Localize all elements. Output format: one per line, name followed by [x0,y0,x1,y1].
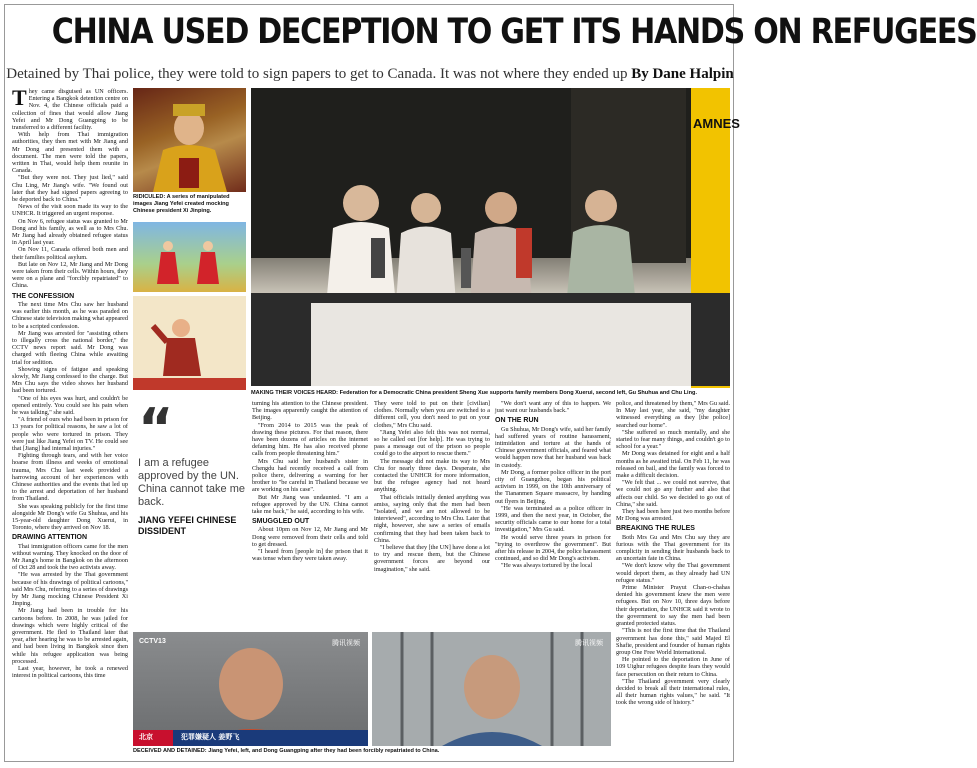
propaganda-poster-image [133,296,246,390]
paragraph: Mr Jiang had been in trouble for his cartoons before. In 2008, he was jailed for drawings which were highly critical of the government. He fled to Thailand later that year, after hearing he was to be arrested again, and had been living in Bangkok since then while his refugee application was being processed. [12,607,128,665]
paragraph: "The Thailand government very clearly decided to break all their international rules, all their human rights values," he said. "It took the wrong side of history." [616,677,730,707]
paragraph: "One of his eyes was hurt, and couldn't be opened entirely. You could see his pain when he was talking," she said. [12,394,128,416]
press-conference-illustration [251,88,730,386]
paragraph: "But they were not. They just lied," said Chu Ling, Mr Jiang's wife. "We found out later that they had signed papers agreeing to be deported back to China." [12,174,128,204]
paragraph: On Nov 6, refugee status was granted to Mr Dong and his family, as well as to Mrs Chu. Mr Jiang had already obtained refugee status in April last year. [12,217,128,247]
paragraph: "We felt that ... we could not survive, that we could not go any further and also that affects our child. So we decided to go out of China," she said. [616,479,730,508]
paragraph: "He was arrested by the Thai government because of his drawings of political cartoons," said Mrs Chu, referring to a series of drawings by Mr Jiang mocking Chinese President Xi Jinping. [12,571,128,608]
paragraph: Thai immigration officers came for the men without warning. They knocked on the door of Mr Jiang's home in Bangkok on the afternoon of Oct 28 and took the two activists away. [12,542,128,572]
paragraph: Mrs Chu said her husband's sister in Chengdu had recently received a call from police there, delivering a warning for her brother to "be careful in Thailand because we are working on his case". [252,457,368,494]
cartoon-field-image [133,222,246,292]
subhead-drawing-attention: DRAWING ATTENTION [12,534,88,542]
paragraph: He pointed to the deportation in June of 109 Uighur refugees despite fears they would face persecution on their return to China. [616,656,730,678]
paragraph: He would serve three years in prison for "trying to overthrow the government". But after his release in 2004, the police harassment continued, and so did Mr Dong's activism. [495,533,611,563]
column-1 [12,85,128,753]
paragraph: Gu Shuhua, Mr Dong's wife, said her family had suffered years of routine harassment, intimidation and torture at the hands of Chinese government officials, and feared what would happen now that her husband was back in custody. [495,425,611,469]
cctv-logo: CCTV13 [139,638,166,645]
paragraph: Mr Jiang was arrested for "assisting others to illegally cross the national border," the CCTV news report said. Mr Dong was charged with fleeing China while awaiting trial for sedition. [12,329,128,366]
pull-quote-attribution: JIANG YEFEI CHINESE DISSIDENT [138,515,237,536]
banner-text: AMNES [693,116,740,131]
press-conference-photo [251,88,740,386]
subhead-breaking-the-rules: BREAKING THE RULES [616,525,695,533]
paragraph: hey came disguised as UN officers. Entering a Bangkok detention centre on Nov. 4, the Chinese officials paid a collection of fines that would allow Jiang Yefei and Mr Dong Guangping to be transferred to a different facility. [12,88,128,132]
tencent-video-logo: 腾讯视频 [332,639,360,647]
subhead-smuggled-out: SMUGGLED OUT [252,518,310,526]
dong-portrait-illustration [372,632,611,746]
paragraph: News of the visit soon made its way to the UNHCR. It triggered an urgent response. [12,203,128,218]
paragraph: The next time Mrs Chu saw her husband was earlier this month, as he was paraded on Chinese state television making what appeared to be a scripted confession. [12,300,128,330]
jiang-portrait-illustration [133,632,368,746]
paragraph: Last year, however, he took a renewed interest in political cartoons, this time [12,665,128,680]
paragraph: "A friend of ours who had been in prison for 13 years for political reasons, he saw a lot of people who were tortured in prison. They were just like Jiang Yefei on TV. He could see that [Jiang] had internal injuries." [12,416,128,452]
paragraph: "We don't know why the Thai government would deport them, as they already had UN refugee status." [616,562,730,584]
dancers-illustration [133,222,246,292]
paragraph: "He was always tortured by the local [501,562,593,570]
paragraph: About 10pm on Nov 12, Mr Jiang and Mr Dong were removed from their cells and told to get dressed. [252,526,368,548]
drop-cap: T [12,85,27,110]
paragraph: "I believe that they [the UN] have done a lot to try and rescue them, but the Chinese government forces are beyond our imagination," she said. [374,544,490,573]
paragraph: "This is not the first time that the Thailand government has done this," said Majed El Shafie, president and founder of human rights group One Free World International. [616,627,730,656]
emperor-figure-illustration [133,88,246,192]
paragraph: Mr Dong was detained for eight and a half months as he awaited trial. On Feb 11, he was released on bail, and the family was forced to make a difficult decision. [616,450,730,480]
paragraph: They had been here just two months before Mr Dong was arrested. [616,508,730,523]
paragraph: Thai officials initially denied anything was amiss, saying only that the men had been "isolated, and we are not allowed to be interviewed", according to Mrs Chu. Later that night, however, she saw a series of emails confirming that they had been taken back to China. [374,493,490,544]
paragraph: She was speaking publicly for the first time alongside Mr Dong's wife Gu Shuhua, and his 15-year-old daughter Dong Xuerui, in Toronto, where they arrived on Nov 18. [12,502,128,532]
paragraph: police, and threatened by them," Mrs Gu said. In May last year, she said, "my daughter witnessed everything as they [the police] searched our home". [616,400,730,429]
pull-quote-text: I am a refugee approved by the UN. China cannot take me back. [138,457,246,508]
subhead-confession: THE CONFESSION [12,292,75,300]
column-3 [252,400,368,630]
paragraph: The message did not make its way to Mrs Chu for nearly three days. Desperate, she contacted the UNHCR for more information, but the refugee agency had not heard anything. [374,457,490,494]
deck-text: Detained by Thai police, they were told to sign papers to get to Canada. It was not where they ended up [6,66,628,82]
paragraph: On Nov 11, Canada offered both men and their families political asylum. [12,246,128,261]
paragraph: "She suffered so much mentally, and she started to fear many things, and couldn't go to school for a year." [616,428,730,451]
byline: By Dane Halpin [631,66,734,82]
paragraph: "Jiang Yefei also felt this was not normal, so he called out [for help]. He was trying to pass a message out of the prison so people could go to the airport to rescue them." [374,428,490,458]
column-4 [374,400,490,630]
propaganda-figure-illustration [133,296,246,390]
paragraph: But late on Nov 12, Mr Jiang and Mr Dong were taken from their cells. Within hours, they were on a plane and "forcibly repatriated" to China. [12,260,128,290]
jiang-yefei-photo [133,632,368,746]
headline: CHINA USED DECEPTION TO GET ITS HANDS ON REFUGEES [51,12,977,52]
paragraph: But Mr Jiang was undaunted. "I am a refugee approved by the UN. China cannot take me back," he said, according to his wife. [252,493,368,516]
bottom-photo-caption: DECEIVED AND DETAINED: Jiang Yefei, left, and Dong Guangping after they had been forcibly repatriated to China. [133,748,440,754]
chyron-place: 北京 [139,733,153,741]
tencent-video-logo: 腾讯视频 [575,639,603,647]
pull-quote [138,397,246,537]
column-5 [495,400,611,630]
paragraph: Showing signs of fatigue and speaking slowly, Mr Jiang confessed to the charge. But Mrs Chu says the video shows her husband had been tortured. [12,365,128,395]
cartoon-emperor-image [133,88,246,192]
paragraph: "I heard from [people in] the prison that it was tense when they were taken away. [252,548,368,563]
paragraph: Both Mrs Gu and Mrs Chu say they are furious with the Thai government for its complicity in sending their husbands back to an uncertain fate in China. [616,533,730,563]
paragraph: Fighting through tears, and with her voice hoarse from illness and weeks of emotional trauma, Mrs Chu last week provided a harrowing account of her experiences with Chinese authorities and the events that led up to the arrest and deportation of her husband from Thailand. [12,452,128,503]
paragraph: With help from Thai immigration authorities, they then met with Mr Jiang and Mr Dong and presented them with a document. The men were told the papers, written in Thai, would help them reunite in Canada. [12,131,128,175]
paragraph: Prime Minister Prayut Chan-o-chahas denied his government knew the men were refugees. But on Nov 10, three days before their deportation, the UNHCR said it wrote to the government to say the men had been granted protected status. [616,584,730,628]
main-photo-caption: MAKING THEIR VOICES HEARD: Federation for a Democratic China president Sheng Xue supports family members Dong Xuerui, second left, Gu Shuhua and Chu Ling. [251,390,698,396]
subhead-on-the-run: ON THE RUN [495,417,539,425]
quote-mark: “ [138,397,168,460]
paragraph: turning his attention to the Chinese president. The images apparently caught the attention of Beijing. [252,400,368,422]
dong-guangping-photo [372,632,611,746]
deck [0,66,740,83]
chyron-text: 犯罪嫌疑人 姜野飞 [181,733,240,741]
ridicule-caption: RIDICULED: A series of manipulated images Jiang Yefei created mocking Chinese president Xi Jinping. [133,194,230,214]
column-6 [616,400,730,755]
paragraph: "He was terminated as a police officer in 1999, and then the next year, in October, the security officials came to our home for a total investigation," Mrs Gu said. [495,504,611,534]
paragraph: "From 2014 to 2015 was the peak of drawing these pictures. For that reason, there have been dozens of articles on the internet defaming him. He has also received phone calls from people threatening him." [252,421,368,458]
paragraph: "We don't want any of this to happen. We just want our husbands back." [495,400,611,415]
paragraph: Mr Dong, a former police officer in the port city of Guangzhou, began his political activism in 1999, on the 10th anniversary of the Tiananmen Square massacre, by handing out flyers in Beijing. [495,468,611,505]
paragraph: They were told to put on their [civilian] clothes. Normally when you are switched to a different cell, you don't need to put on your clothes," Mrs Chu said. [374,400,490,429]
